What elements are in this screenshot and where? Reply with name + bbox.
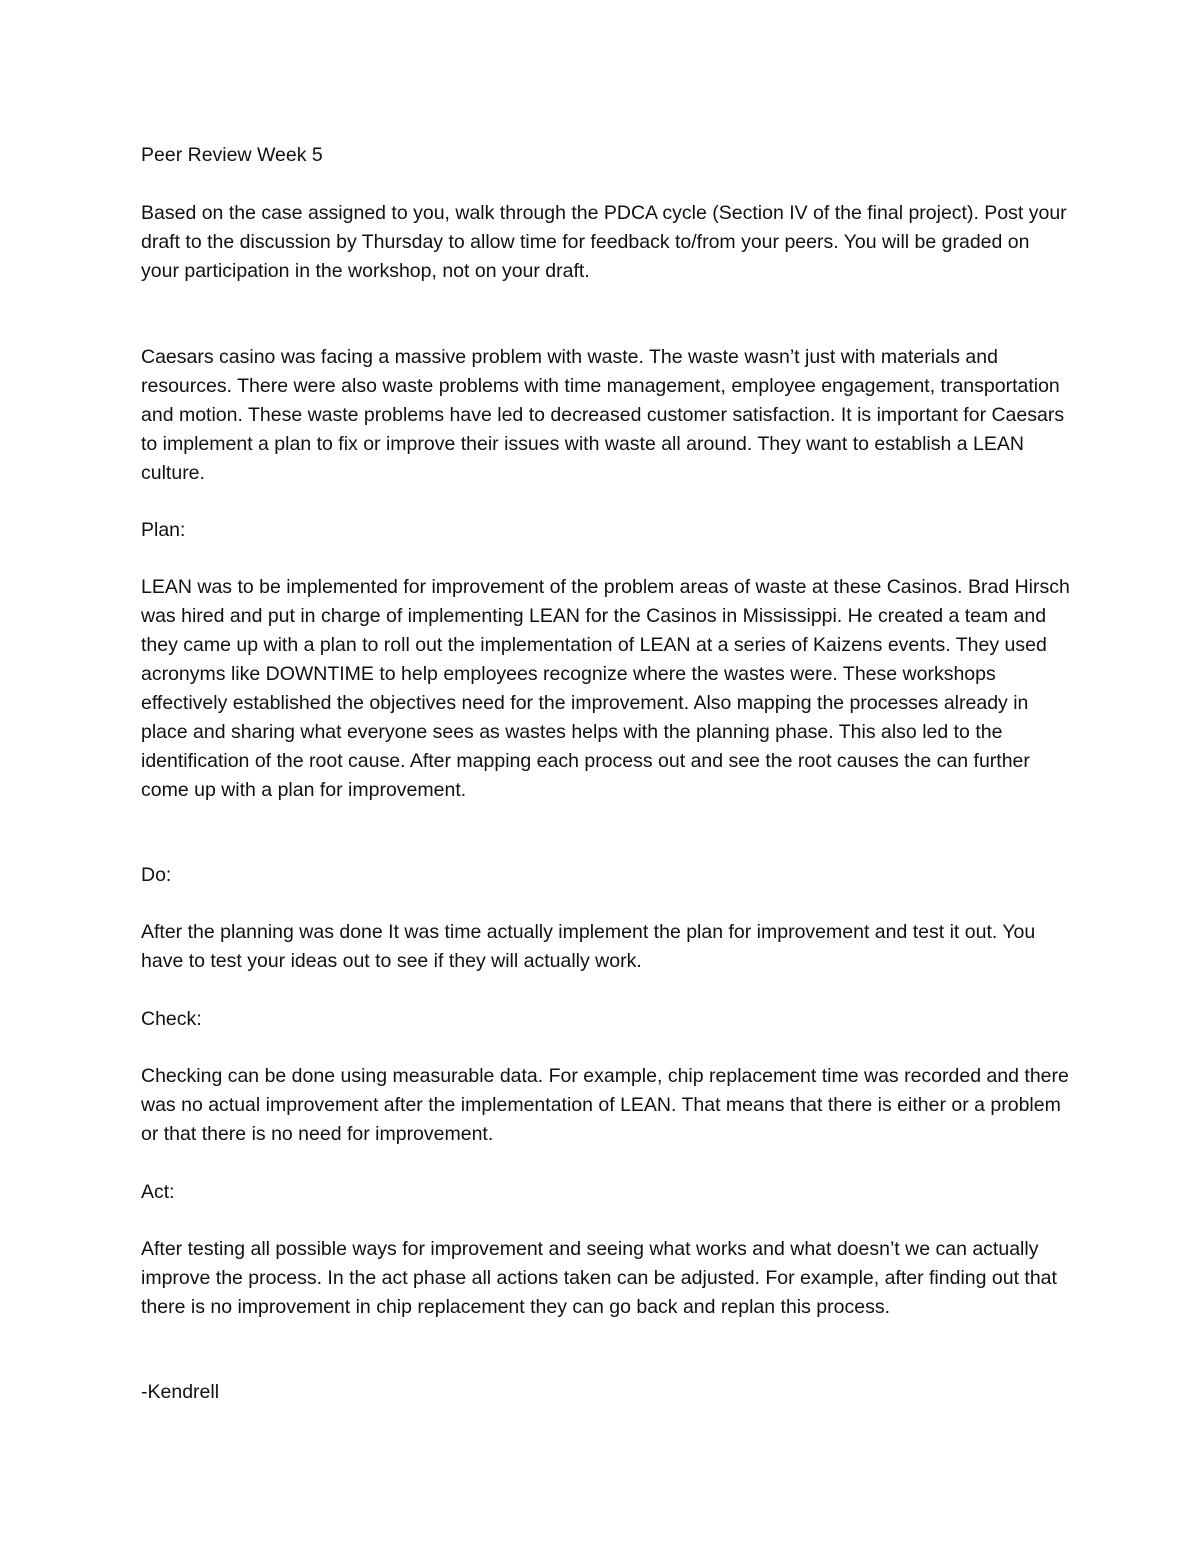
- case-overview-paragraph: Caesars casino was facing a massive problem with waste. The waste wasn’t just with materials and resources. There were also waste problems with time management, employee engagement, transportation and motion. These waste problems have led to decreased customer satisfaction. It is important for Caesars to implement a plan to fix or improve their issues with waste all around. They want to establish a LEAN culture.: [141, 346, 1065, 484]
- plan-paragraph: LEAN was to be implemented for improvement of the problem areas of waste at these Casinos. Brad Hirsch was hired and put in charge of implementing LEAN for the Casinos in Mississippi. He created a team and they came up with a plan to roll out the implementation of LEAN at a series of Kaizens events. They used acronyms like DOWNTIME to help employees recognize where the wastes were. These workshops effectively established the objectives need for the improvement. Also mapping the processes already in place and sharing what everyone sees as wastes helps with the planning phase. This also led to the identification of the root cause. After mapping each process out and see the root causes the can further come up with a plan for improvement.: [141, 576, 1070, 801]
- author-signature: -Kendrell: [141, 1381, 220, 1403]
- check-paragraph: Checking can be done using measurable data. For example, chip replacement time was recorded and there was no actual improvement after the implementation of LEAN. That means that there is either or a problem or that there is no need for improvement.: [141, 1065, 1069, 1145]
- plan-heading: Plan:: [141, 519, 186, 541]
- act-heading: Act:: [141, 1181, 175, 1203]
- check-heading: Check:: [141, 1008, 202, 1030]
- act-paragraph: After testing all possible ways for improvement and seeing what works and what doesn’t we can actually improve the process. In the act phase all actions taken can be adjusted. For example, after finding out that there is no improvement in chip replacement they can go back and replan this process.: [141, 1238, 1057, 1318]
- do-paragraph: After the planning was done It was time actually implement the plan for improvement and test it out. You have to test your ideas out to see if they will actually work.: [141, 921, 1036, 972]
- instructions-paragraph: Based on the case assigned to you, walk through the PDCA cycle (Section IV of the final project). Post your draft to the discussion by Thursday to allow time for feedback to/from your peers. You will be graded on your participation in the workshop, not on your draft.: [141, 202, 1067, 282]
- document-title: Peer Review Week 5: [141, 144, 323, 166]
- do-heading: Do:: [141, 864, 172, 886]
